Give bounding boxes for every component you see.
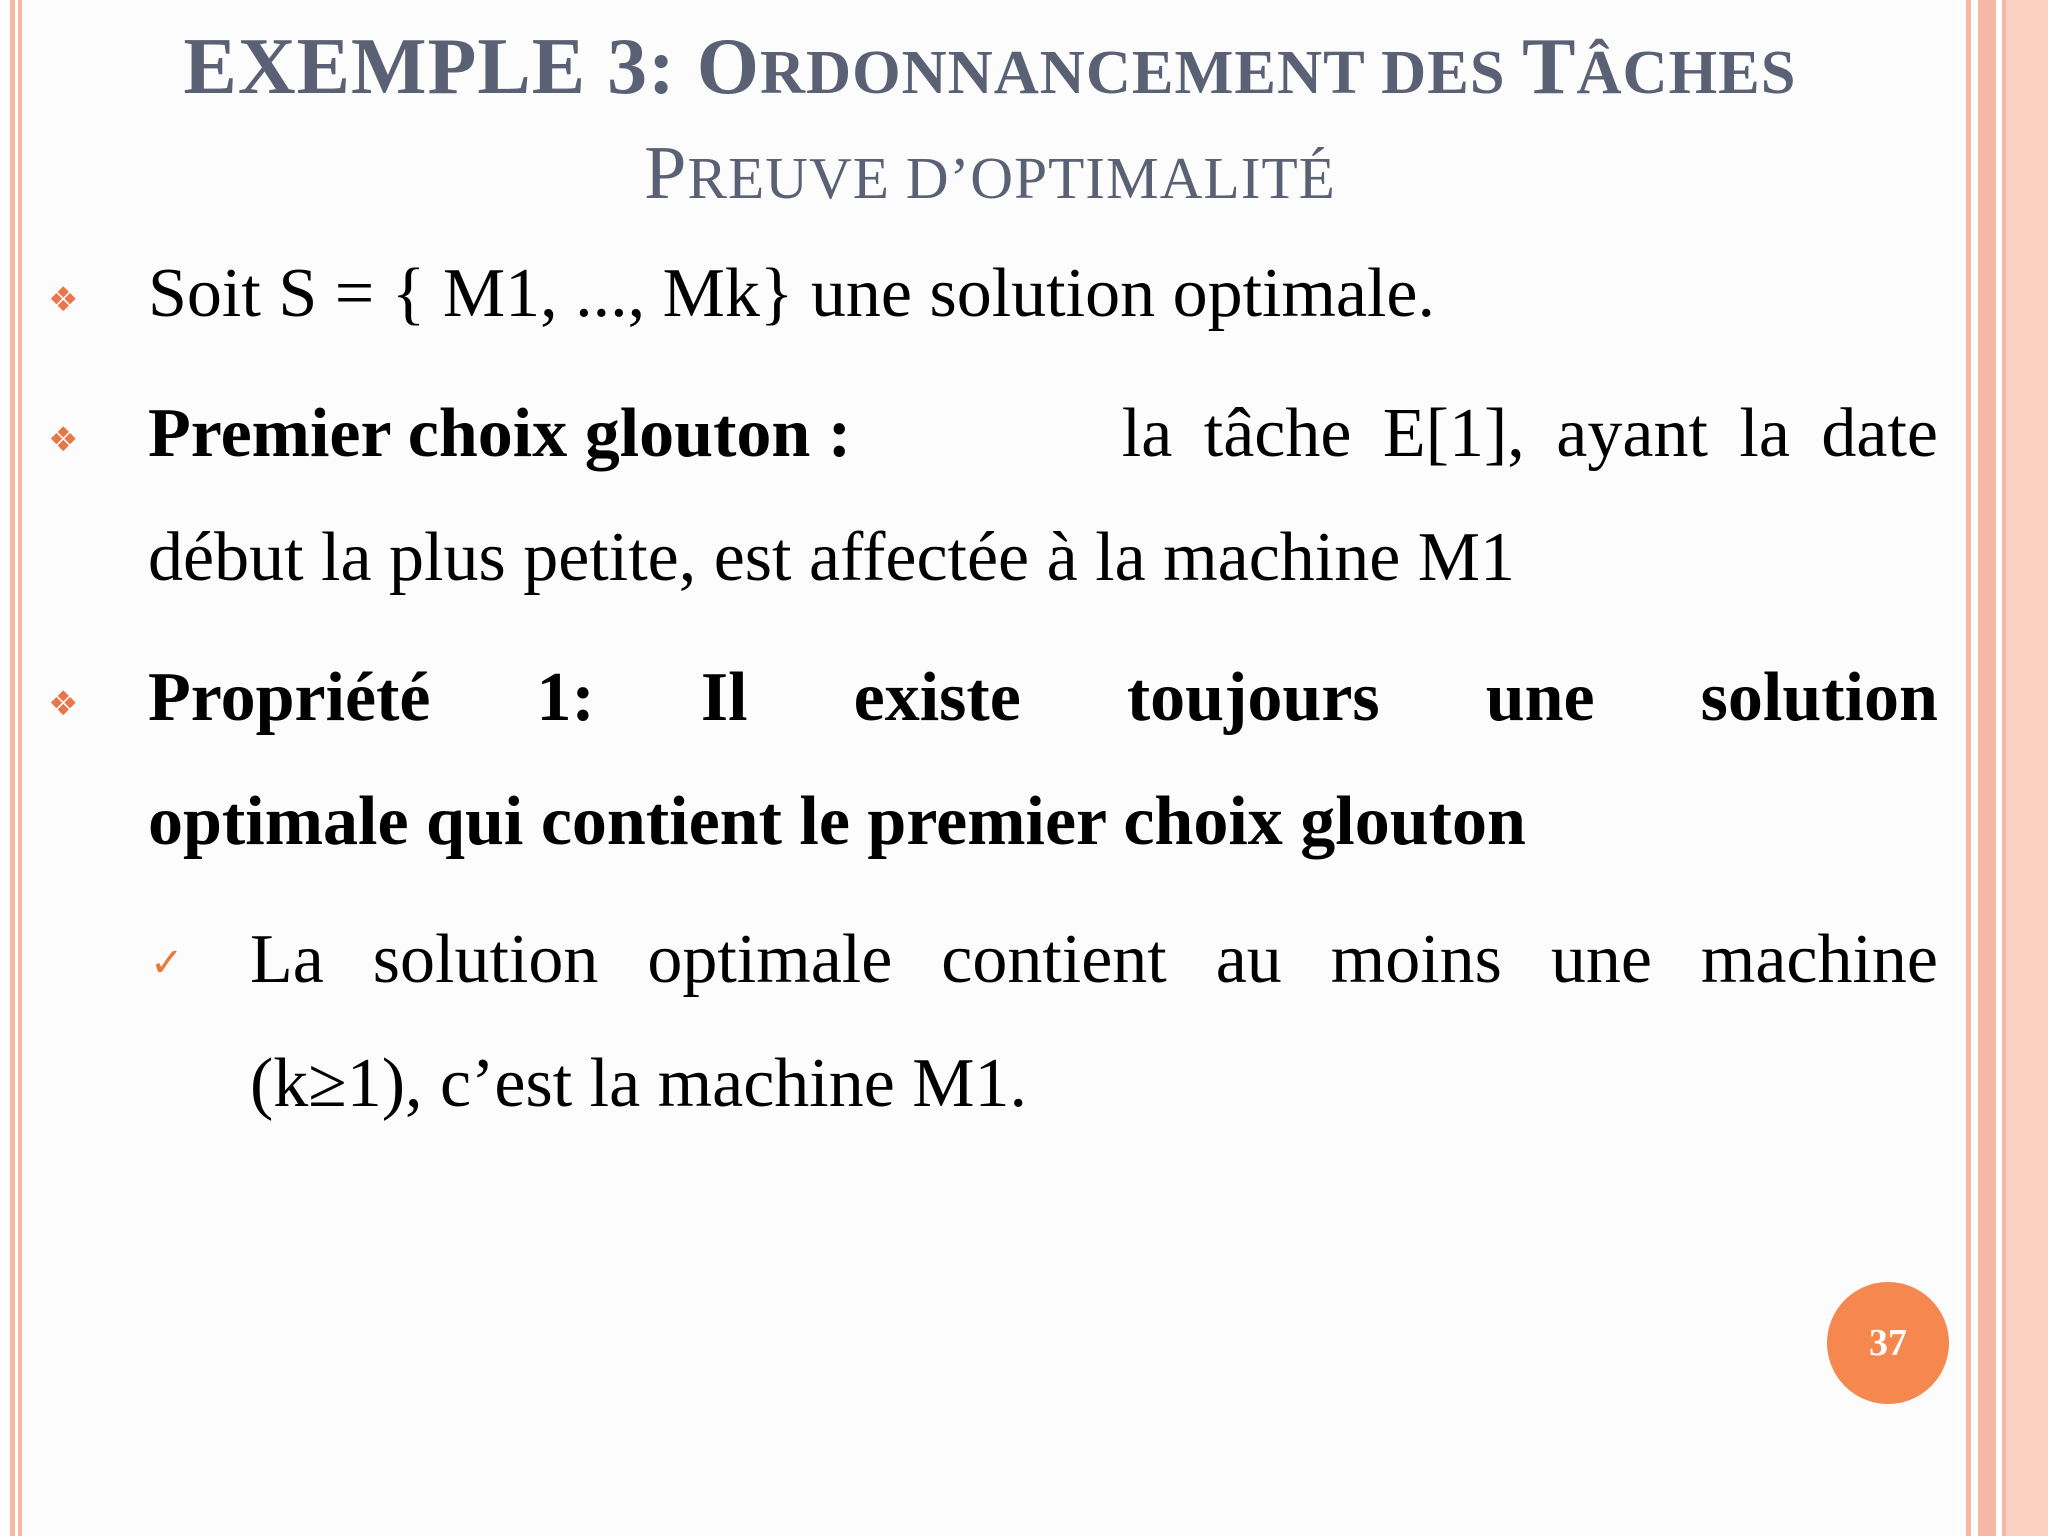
diamond-bullet-icon: ❖: [48, 420, 79, 460]
slide-title: [100, 22, 1880, 113]
bullet-2-rest: la tâche E[1], ayant la date: [1121, 395, 1938, 472]
right-decorative-stripes: [1956, 0, 2048, 1536]
title-part-taches: ÂCHES: [1576, 38, 1797, 107]
title-part-ordonnancement: RDONNANCEMENT DES: [759, 38, 1523, 107]
bullet-3-line-1: Propriété 1: Il existe toujours une solution: [148, 659, 1938, 736]
bullet-2-line-1: [148, 372, 1938, 496]
title-letter-t: T: [1522, 23, 1577, 111]
sub-bullet-1-line-2: (k≥1), c’est la machine M1.: [250, 1045, 1028, 1122]
page-number-badge: 37: [1827, 1282, 1949, 1404]
title-letter-o: O: [696, 23, 760, 111]
left-border: [0, 0, 22, 1536]
diamond-bullet-icon: ❖: [48, 280, 79, 320]
title-part-exemple: XEMPLE 3:: [237, 23, 697, 111]
bullet-2-bold-label: Premier choix glouton :: [148, 395, 852, 472]
subtitle-letter-p: P: [644, 131, 688, 215]
bullet-2-line-2: début la plus petite, est affectée à la machine M1: [148, 519, 1516, 596]
check-icon: ✓: [150, 940, 184, 986]
title-letter-e: E: [183, 23, 238, 111]
bullet-3-line-2: optimale qui contient le premier choix glouton: [148, 783, 1526, 860]
slide-subtitle: [100, 130, 1880, 217]
subtitle-rest: REUVE D’OPTIMALITÉ: [687, 145, 1336, 211]
diamond-bullet-icon: ❖: [48, 684, 79, 724]
bullet-1: Soit S = { M1, ..., Mk} une solution optimale.: [148, 255, 1436, 332]
sub-bullet-1-line-1: La solution optimale contient au moins une machine: [250, 921, 1938, 998]
